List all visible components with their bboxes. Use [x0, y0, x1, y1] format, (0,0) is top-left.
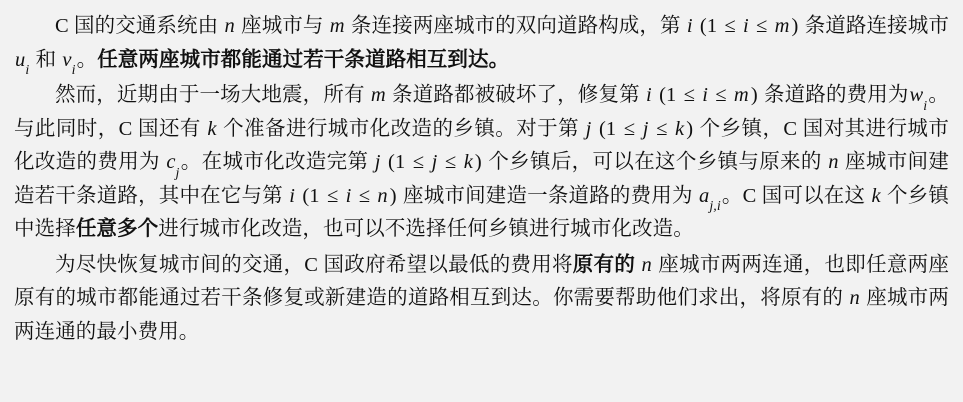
paragraph-2: [14, 79, 949, 247]
paragraph-1: [14, 10, 949, 77]
paragraph-3: [14, 249, 949, 350]
paragraph-2-text: 然而，近期由于一场大地震，所有 m 条道路都被破坏了，修复第 i (1 ≤ i ≤ m) 条道路的费用为$w_i$。与此同时，C 国还有 k 个准备进行城市化改造的乡镇。对于第 j (1 ≤ j ≤ k) 个乡镇，C 国对其进行城市化改造的费用为 $c_j$。在城市化改造完第 j (1 ≤ j ≤ k) 个乡镇后，可以在这个乡镇与原来的 n 座城市间建造若干条道路，其中在它与第 i (1 ≤ i ≤ n) 座城市间建造一条道路的费用为 $a_{j,i}$。C 国可以在这 k 个乡镇中选择任意多个进行城市化改造，也可以不选择任何乡镇进行城市化改造。: [14, 84, 949, 240]
paragraph-1-text: C 国的交通系统由 n 座城市与 m 条连接两座城市的双向道路构成，第 i (1 ≤ i ≤ m) 条道路连接城市 $u_i$ 和 $v_i$。任意两座城市都能通过若干条道路相互到达。: [15, 15, 949, 79]
paragraph-3-text: 为尽快恢复城市间的交通，C 国政府希望以最低的费用将原有的 n 座城市两两连通，也即任意两座原有的城市都能通过若干条修复或新建造的道路相互到达。你需要帮助他们求出，将原有的 n 座城市两两连通的最小费用。: [14, 253, 949, 343]
